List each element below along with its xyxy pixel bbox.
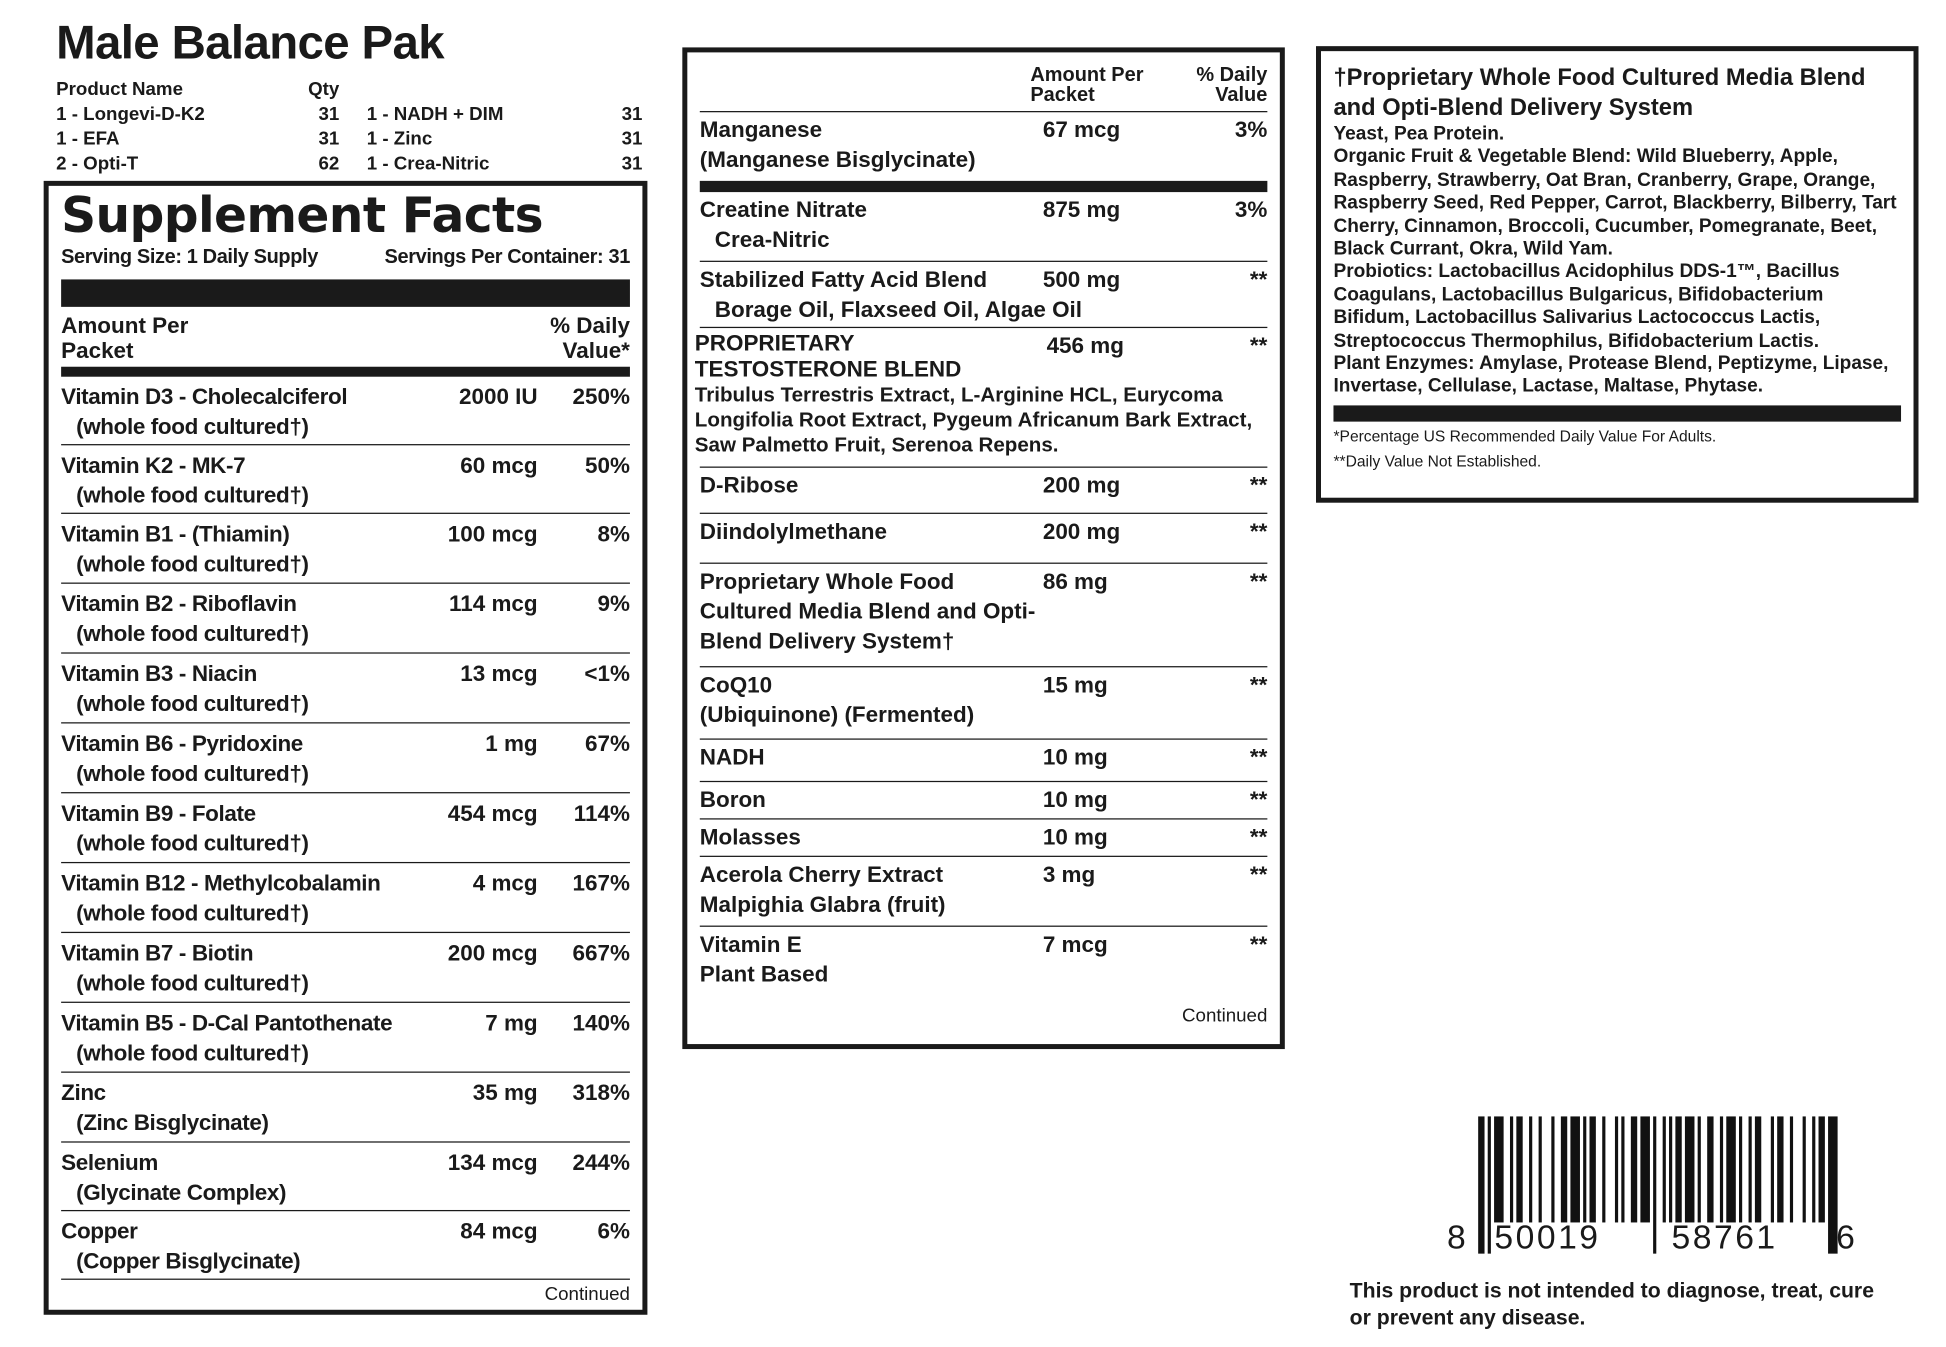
barcode-bar [1516, 1116, 1522, 1222]
barcode [1447, 1114, 1865, 1257]
barcode-bar [1570, 1116, 1580, 1222]
col-qty: Qty [308, 77, 340, 100]
nutrient-name-cell [61, 382, 438, 442]
nutrient-row [700, 818, 1268, 855]
nutrient-name-cell [700, 822, 1043, 853]
divider-bar [61, 279, 630, 306]
nutrient-name-cell [61, 589, 438, 650]
nutrient-dv: ** [1249, 744, 1268, 770]
nutrient-name: Vitamin K2 - MK-7 [61, 452, 246, 478]
nutrient-source: (Manganese Bisglycinate) [699, 147, 976, 173]
nutrient-dv: 250% [572, 384, 630, 410]
barcode-bar [1790, 1116, 1793, 1222]
nutrient-name: Vitamin B12 - Methylcobalamin [61, 870, 381, 896]
product-qty: 31 [318, 102, 340, 125]
nutrient-name-cell [61, 798, 438, 859]
nutrient-name: Vitamin B1 - (Thiamin) [61, 521, 290, 547]
nutrient-amount: 10 mg [1042, 787, 1108, 813]
nutrient-row [61, 792, 630, 862]
nutrient-amount: 500 mg [1042, 266, 1121, 292]
nutrient-dv: 9% [597, 591, 630, 617]
amount-header: Amount Per [1030, 64, 1144, 87]
divider-bar [61, 367, 630, 377]
nutrient-row [700, 467, 1268, 513]
nutrient-amount: 35 mg [472, 1080, 538, 1106]
barcode-bar [1755, 1116, 1761, 1222]
nutrient-dv: 50% [584, 452, 630, 478]
nutrient-amount: 456 mg [1046, 333, 1124, 359]
nutrient-name-cell [700, 195, 1043, 259]
nutrient-source: (Glycinate Complex) [76, 1180, 287, 1205]
product-list [56, 76, 642, 176]
barcode-bar [1749, 1116, 1752, 1222]
nutrient-row [700, 926, 1268, 998]
nutrient-name-cell [61, 728, 438, 789]
barcode-bar [1640, 1116, 1650, 1222]
nutrient-dv: ** [1249, 266, 1268, 292]
nutrient-amount: 15 mg [1042, 672, 1108, 698]
nutrient-row [61, 444, 630, 513]
product-name: 2 - Opti-T [56, 152, 139, 175]
serving-size: Serving Size: 1 Daily Supply [61, 246, 318, 269]
nutrient-dv: ** [1249, 931, 1268, 957]
product-name: 1 - Crea-Nitric [366, 152, 490, 175]
blend-ingredient-line: Probiotics: Lactobacillus Acidophilus DDS-1™, Bacillus Coagulans, Lactobacillus Bulgaricus, Bifidobacterium Bifidum, Lactobacillus Salivarius Lactococcus Lactis, Streptococcus Thermophilus, Bifidobacterium Lactis. [1333, 261, 1840, 352]
barcode-bar [1631, 1116, 1637, 1222]
nutrient-row [61, 513, 630, 583]
nutrient-name-cell [61, 1148, 438, 1208]
nutrient-name: D-Ribose [699, 472, 799, 498]
nutrient-name: Vitamin B3 - Niacin [61, 661, 257, 687]
barcode-bar [1561, 1116, 1567, 1222]
barcode-digit: 6 [1836, 1218, 1855, 1257]
nutrient-amount: 200 mg [1042, 472, 1121, 498]
barcode-bar [1685, 1116, 1695, 1222]
product-list-row [56, 151, 642, 176]
footnote-not-established: **Daily Value Not Established. [1333, 452, 1542, 471]
nutrient-amount: 114 mcg [448, 591, 538, 617]
nutrient-name: Selenium [61, 1150, 158, 1176]
barcode-bar [1539, 1116, 1542, 1222]
nutrient-name: Vitamin E [699, 931, 802, 957]
barcode-digit: 8 [1446, 1218, 1466, 1257]
nutrient-source: (Ubiquinone) (Fermented) [699, 702, 975, 728]
nutrient-row [61, 377, 630, 444]
nutrient-name-cell [700, 859, 1043, 923]
nutrient-amount: 100 mcg [447, 521, 538, 547]
nutrient-source: (whole food cultured†) [76, 760, 309, 786]
nutrient-dv: 167% [572, 870, 630, 896]
dv-header-2: Value [1215, 84, 1268, 107]
product-name: 1 - EFA [56, 127, 120, 150]
product-list-row [56, 126, 642, 151]
nutrient-name: Vitamin B5 - D-Cal Pantothenate [61, 1010, 393, 1036]
nutrient-name: Vitamin B6 - Pyridoxine [61, 730, 303, 756]
continued-label: Continued [1182, 1005, 1268, 1027]
divider-bar [1333, 405, 1901, 421]
barcode-bar [1739, 1116, 1742, 1222]
barcode-bar [1720, 1116, 1723, 1222]
barcode-bar [1589, 1116, 1595, 1222]
nutrient-dv: ** [1249, 672, 1268, 698]
product-name: 1 - Longevi-D-K2 [56, 102, 205, 125]
barcode-bar [1777, 1116, 1783, 1222]
nutrient-name-cell [700, 742, 1043, 778]
nutrient-row [700, 513, 1268, 563]
nutrient-name: Vitamin D3 - Cholecalciferol [61, 384, 348, 410]
nutrient-amount: 200 mcg [447, 940, 538, 966]
blend-panel [1316, 46, 1918, 503]
nutrient-name: Zinc [61, 1080, 106, 1106]
barcode-bar [1551, 1116, 1554, 1222]
blend-ingredient-line: Yeast, Pea Protein. [1333, 123, 1505, 145]
nutrient-amount: 13 mcg [460, 661, 538, 687]
nutrient-row [700, 563, 1268, 667]
nutrient-name-cell [700, 516, 1043, 560]
nutrient-amount: 10 mg [1042, 824, 1108, 850]
nutrient-amount: 875 mg [1042, 197, 1121, 223]
blend-title: †Proprietary Whole Food Cultured Media Blend and Opti-Blend Delivery System [1333, 64, 1866, 121]
facts-title: Supplement Facts [61, 188, 543, 245]
product-qty: 31 [621, 152, 643, 175]
barcode-bar [1669, 1116, 1672, 1222]
nutrient-amount: 7 mcg [1042, 931, 1108, 957]
barcode-bar [1621, 1116, 1624, 1222]
nutrient-name: Creatine Nitrate [699, 197, 868, 223]
blend-ingredient-line: Organic Fruit & Vegetable Blend: Wild Blueberry, Apple, Raspberry, Strawberry, Oat Bran, Cranberry, Grape, Orange, Raspberry Seed, Red Pepper, Carrot, Blackberry, Bilberry, Tart Cherry, Cinnamon, Broccoli, Cucumber, Pomegranate, Beet, Black Currant, Okra, Wild Yam. [1333, 146, 1897, 260]
nutrient-row [61, 1072, 630, 1142]
nutrient-source: (whole food cultured†) [76, 414, 309, 440]
barcode-digits-left: 50019 [1494, 1218, 1601, 1257]
supplement-facts-panel [44, 181, 648, 1315]
nutrient-name: Boron [699, 787, 766, 813]
nutrient-source: (whole food cultured†) [76, 900, 309, 926]
nutrient-source: Crea-Nitric [714, 227, 830, 252]
nutrient-name-cell [61, 519, 438, 580]
nutrient-amount: 7 mg [485, 1010, 538, 1036]
dv-header-2: Value* [562, 338, 630, 363]
nutrient-source: (Zinc Bisglycinate) [76, 1110, 269, 1136]
nutrient-name-cell [700, 785, 1043, 816]
nutrient-amount: 86 mg [1042, 568, 1108, 594]
barcode-bar [1583, 1116, 1586, 1222]
barcode-bar [1529, 1116, 1532, 1222]
barcode-bar [1675, 1116, 1681, 1222]
nutrient-row [61, 862, 630, 932]
nutrient-source: (whole food cultured†) [76, 691, 309, 717]
barcode-bar [1615, 1116, 1618, 1222]
supplement-facts-continued-panel [682, 47, 1284, 1049]
nutrient-dv: 8% [597, 521, 630, 547]
nutrient-source: Borage Oil, Flaxseed Oil, Algae Oil [714, 296, 1083, 322]
nutrient-dv: 667% [572, 940, 630, 966]
nutrient-name: Diindolylmethane [699, 518, 887, 544]
nutrient-name: Manganese [699, 117, 823, 143]
nutrient-row [700, 261, 1268, 327]
nutrient-source: (Copper Bisglycinate) [76, 1248, 301, 1274]
product-name: 1 - Zinc [366, 127, 433, 150]
nutrient-dv: 6% [597, 1218, 630, 1244]
nutrient-name: Copper [61, 1218, 138, 1244]
nutrient-row [700, 111, 1268, 181]
nutrient-amount: 134 mcg [447, 1150, 538, 1176]
nutrient-amount: 67 mcg [1042, 117, 1121, 143]
nutrient-source: (whole food cultured†) [76, 482, 309, 508]
footnote-dv: *Percentage US Recommended Daily Value For Adults. [1333, 427, 1717, 446]
nutrient-dv: ** [1249, 568, 1268, 594]
divider-bar [700, 181, 1268, 192]
nutrient-name: Stabilized Fatty Acid Blend [699, 266, 988, 292]
barcode-bar [1819, 1116, 1825, 1222]
nutrient-dv: 318% [572, 1080, 630, 1106]
barcode-bar [1803, 1116, 1806, 1222]
nutrient-name: Proprietary Whole Food Cultured Media Blend and Opti-Blend Delivery System† [699, 568, 1036, 654]
nutrient-dv: ** [1249, 472, 1268, 498]
nutrient-name-cell [61, 1216, 438, 1276]
nutrient-name-cell [61, 938, 438, 999]
nutrient-amount: 10 mg [1042, 744, 1108, 770]
nutrient-row [61, 1210, 630, 1279]
barcode-bar [1726, 1116, 1736, 1222]
nutrient-name-cell [700, 566, 1043, 663]
nutrient-dv: 67% [584, 730, 630, 756]
nutrient-name-cell [61, 1008, 438, 1069]
nutrient-row [61, 1141, 630, 1210]
nutrient-row [61, 722, 630, 792]
continued-label: Continued [61, 1279, 630, 1305]
nutrient-name-cell [700, 670, 1043, 736]
nutrient-name-cell [700, 115, 1043, 179]
nutrient-source: (whole food cultured†) [76, 621, 309, 647]
nutrient-name-cell [61, 659, 438, 720]
nutrient-row [61, 583, 630, 653]
amount-header-2: Packet [61, 338, 134, 363]
nutrient-dv: ** [1249, 518, 1268, 544]
nutrient-amount: 4 mcg [472, 870, 538, 896]
nutrient-name: PROPRIETARY TESTOSTERONE BLEND [694, 330, 962, 382]
nutrient-row [700, 856, 1268, 926]
product-name: 1 - NADH + DIM [366, 102, 504, 125]
nutrient-amount: 2000 IU [458, 384, 538, 410]
barcode-bar [1494, 1116, 1504, 1222]
barcode-bar [1698, 1116, 1701, 1222]
nutrient-row [61, 652, 630, 722]
nutrient-dv: 3% [1234, 117, 1268, 143]
nutrient-amount: 1 mg [485, 730, 538, 756]
nutrient-source: Malpighia Glabra (fruit) [699, 891, 946, 917]
barcode-bar [1602, 1116, 1605, 1222]
dv-header: % Daily [1196, 64, 1268, 87]
nutrient-name: Vitamin B9 - Folate [61, 800, 256, 826]
blend-ingredient-line: Plant Enzymes: Amylase, Protease Blend, Peptizyme, Lipase, Invertase, Cellulase, Lactase, Maltase, Phytase. [1333, 353, 1889, 398]
nutrient-row [61, 1002, 630, 1072]
amount-header: Amount Per [61, 313, 189, 339]
nutrient-name-cell [61, 450, 438, 510]
nutrient-row [700, 781, 1268, 818]
product-list-row [56, 101, 642, 126]
nutrient-name: Vitamin B7 - Biotin [61, 940, 254, 966]
barcode-bar [1663, 1116, 1666, 1222]
nutrient-dv: ** [1249, 787, 1268, 813]
nutrient-name: Molasses [699, 824, 801, 850]
barcode-digits-right: 58761 [1671, 1218, 1778, 1257]
servings-per-container: Servings Per Container: 31 [384, 246, 630, 269]
nutrient-dv: 114% [573, 800, 630, 826]
nutrient-name: Vitamin B2 - Riboflavin [61, 591, 297, 617]
product-title: Male Balance Pak [56, 17, 445, 70]
col-product-name: Product Name [56, 77, 183, 100]
nutrient-source: (whole food cultured†) [76, 970, 309, 996]
nutrient-source: (whole food cultured†) [76, 551, 309, 577]
nutrient-name: CoQ10 [699, 672, 773, 698]
barcode-bar [1812, 1116, 1815, 1222]
nutrient-dv: 244% [572, 1150, 630, 1176]
nutrient-row [700, 666, 1268, 738]
nutrient-source: (whole food cultured†) [76, 830, 309, 856]
nutrient-amount: 454 mcg [447, 800, 538, 826]
nutrient-source: (whole food cultured†) [76, 1040, 309, 1066]
nutrient-row [700, 192, 1268, 261]
nutrient-row [61, 932, 630, 1002]
nutrient-dv: ** [1249, 333, 1268, 359]
nutrient-name-cell [61, 868, 438, 929]
product-qty: 31 [621, 127, 643, 150]
product-qty: 62 [318, 152, 340, 175]
nutrient-dv: 3% [1234, 197, 1268, 223]
nutrient-source: Tribulus Terrestris Extract, L-Arginine HCL, Eurycoma Longifolia Root Extract, Pygeum Africanum Bark Extract, Saw Palmetto Fruit, Serenoa Repens. [694, 384, 1253, 457]
dv-header: % Daily [550, 313, 630, 339]
barcode-bar [1707, 1116, 1713, 1222]
nutrient-amount: 200 mg [1042, 518, 1121, 544]
nutrient-row [694, 327, 1268, 467]
product-qty: 31 [621, 102, 643, 125]
nutrient-name-cell [700, 470, 1043, 510]
barcode-bar [1510, 1116, 1513, 1222]
amount-header-2: Packet [1030, 84, 1095, 107]
nutrient-name-cell [61, 1078, 438, 1139]
nutrient-name-cell [700, 929, 1043, 995]
nutrient-amount: 60 mcg [460, 452, 538, 478]
barcode-bar [1771, 1116, 1774, 1222]
nutrient-dv: <1% [584, 661, 630, 687]
nutrient-source: Plant Based [699, 961, 829, 987]
nutrient-row [700, 738, 1268, 780]
nutrient-dv: 140% [572, 1010, 630, 1036]
nutrient-name: NADH [699, 744, 765, 770]
nutrient-name: Acerola Cherry Extract [699, 861, 944, 887]
product-qty: 31 [318, 127, 340, 150]
nutrient-dv: ** [1249, 824, 1268, 850]
nutrient-amount: 84 mcg [460, 1218, 538, 1244]
nutrient-amount: 3 mg [1042, 861, 1096, 887]
nutrient-dv: ** [1249, 861, 1268, 887]
disclaimer: This product is not intended to diagnose, treat, cure or prevent any disease. [1349, 1278, 1874, 1330]
